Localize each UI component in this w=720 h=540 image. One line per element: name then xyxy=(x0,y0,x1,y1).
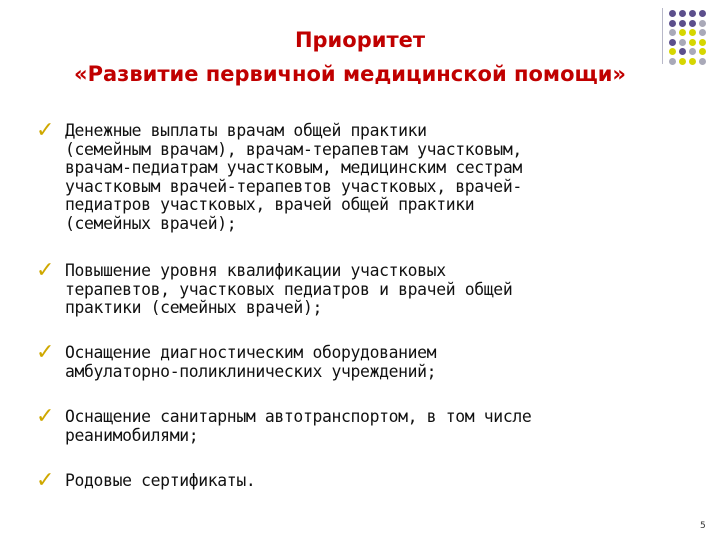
decorative-dot xyxy=(679,20,686,27)
decorative-dot xyxy=(669,39,676,46)
bullet-text: Повышение уровня квалификации участковых терапевтов, участковых педиатров и врачей общей практики (семейных врачей); xyxy=(65,261,513,318)
checkmark-icon: ✓ xyxy=(36,258,55,283)
decorative-dot xyxy=(689,20,696,27)
bullet-text: Родовые сертификаты. xyxy=(65,471,256,490)
checkmark-icon: ✓ xyxy=(36,340,55,365)
decorative-dot xyxy=(699,20,706,27)
decorative-dot xyxy=(679,48,686,55)
decorative-dot xyxy=(699,39,706,46)
decorative-dot xyxy=(679,39,686,46)
checkmark-icon: ✓ xyxy=(36,404,55,429)
bullet-text: Денежные выплаты врачам общей практики (семейным врачам), врачам-терапевтам участковым, врачам-педиатрам участковым, медицинским сестрам участковым врачей-терапевтов участковых, врачей- педиатров участковых, врачей общей практики (семейных врачей); xyxy=(65,121,522,233)
slide-subtitle: «Развитие первичной медицинской помощи» xyxy=(74,62,626,86)
decorative-dot xyxy=(699,48,706,55)
decorative-dot xyxy=(669,29,676,36)
decorative-dot xyxy=(679,58,686,65)
decorative-dot xyxy=(689,58,696,65)
page-number: 5 xyxy=(700,521,706,531)
decorative-dot xyxy=(679,10,686,17)
decorative-dot xyxy=(669,10,676,17)
checkmark-icon: ✓ xyxy=(36,468,55,493)
decorative-dot xyxy=(669,48,676,55)
decorative-dot xyxy=(679,29,686,36)
decorative-divider xyxy=(662,8,663,64)
decorative-dot xyxy=(689,48,696,55)
decorative-dot xyxy=(699,58,706,65)
decorative-dot xyxy=(689,10,696,17)
bullet-text: Оснащение диагностическим оборудованием амбулаторно-поликлинических учреждений; xyxy=(65,343,437,381)
checkmark-icon: ✓ xyxy=(36,118,55,143)
decorative-dot xyxy=(689,29,696,36)
decorative-dot xyxy=(699,10,706,17)
decorative-dot xyxy=(699,29,706,36)
slide-title: Приоритет xyxy=(294,28,426,52)
decorative-dot xyxy=(669,20,676,27)
decorative-dot xyxy=(669,58,676,65)
decorative-dot xyxy=(689,39,696,46)
bullet-text: Оснащение санитарным автотранспортом, в том числе реанимобилями; xyxy=(65,407,532,445)
